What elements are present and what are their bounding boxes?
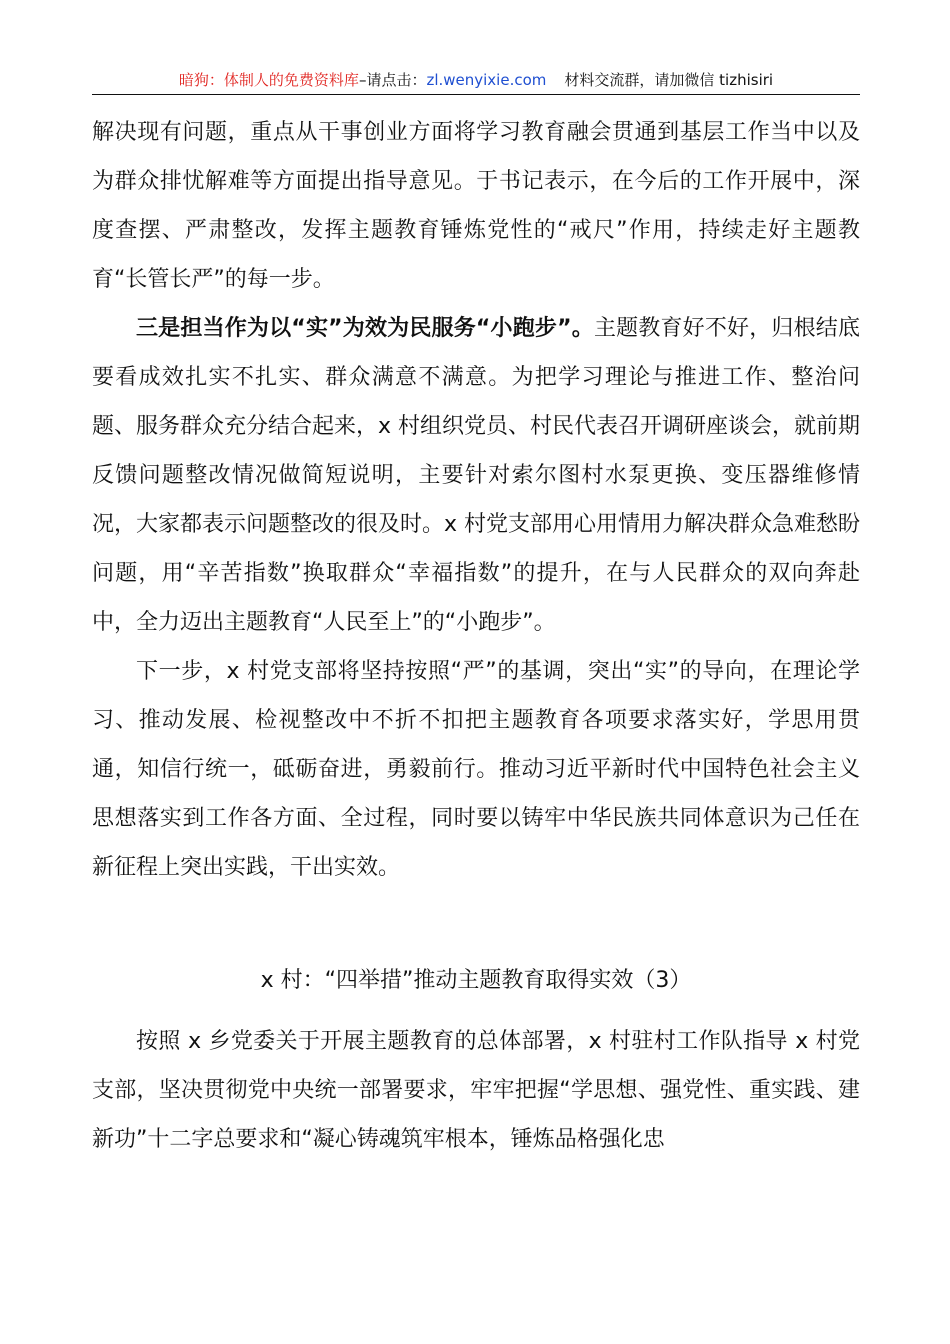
paragraph-2-body: 主题教育好不好，归根结底要看成效扎实不扎实、群众满意不满意。为把学习理论与推进工作、整治问题、服务群众充分结合起来，x 村组织党员、村民代表召开调研座谈会，就前期反馈问题整改情况做简短说明，主要针对索尔图村水泵更换、变压器维修情况，大家都表示问题整改的很及时。x 村党支部用心用情用力解决群众急难愁盼问题，用“辛苦指数”换取群众“幸福指数”的提升，在与人民群众的双向奔赴中，全力迈出主题教育“人民至上”的“小跑步”。 <box>92 316 861 635</box>
paragraph-2-heading: 三是担当作为以“实”为效为民服务“小跑步”。 <box>136 316 594 341</box>
section-title: x 村：“四举措”推动主题教育取得实效（3） <box>260 968 692 993</box>
site-url-link[interactable]: zl.wenyixie.com <box>426 71 547 89</box>
paragraph-1: 解决现有问题，重点从干事创业方面将学习教育融会贯通到基层工作当中以及为群众排忧解难等方面提出指导意见。于书记表示，在今后的工作开展中，深度查摆、严肃整改，发挥主题教育锤炼党性的“戒尺”作用，持续走好主题教育“长管长严”的每一步。 <box>92 120 860 292</box>
group-contact-text: 材料交流群，请加微信 tizhisiri <box>564 71 774 89</box>
site-name: 暗狗：体制人的免费资料库 <box>178 71 359 89</box>
paragraph-2 <box>92 304 860 647</box>
paragraph-4: 按照 x 乡党委关于开展主题教育的总体部署，x 村驻村工作队指导 x 村党支部，坚决贯彻党中央统一部署要求，牢牢把握“学思想、强党性、重实践、建新功”十二字总要求和“凝心铸魂筑牢根本，锤炼品格强化忠 <box>92 1029 860 1152</box>
document-body <box>92 108 860 1164</box>
page-header <box>92 68 860 92</box>
site-prompt: –请点击： <box>358 71 427 89</box>
header-divider <box>92 94 860 95</box>
paragraph-3: 下一步，x 村党支部将坚持按照“严”的基调，突出“实”的导向，在理论学习、推动发展、检视整改中不折不扣把主题教育各项要求落实好，学思用贯通，知信行统一，砥砺奋进，勇毅前行。推动习近平新时代中国特色社会主义思想落实到工作各方面、全过程，同时要以铸牢中华民族共同体意识为己任在新征程上突出实践，干出实效。 <box>92 659 860 880</box>
